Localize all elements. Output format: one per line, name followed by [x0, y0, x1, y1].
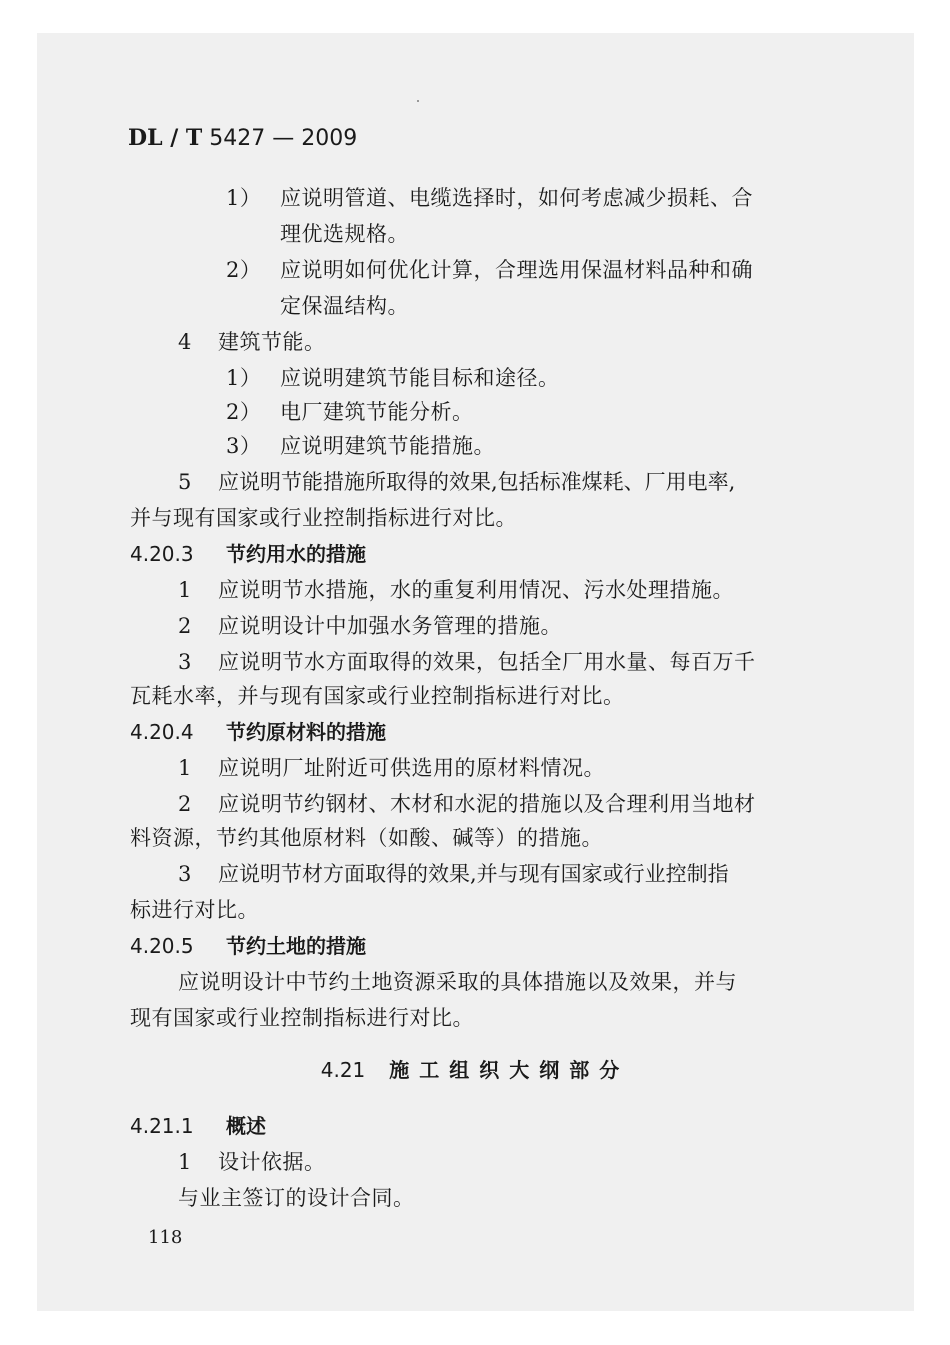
sub-item-4-2: 2） 电厂建筑节能分析。: [226, 400, 474, 424]
standard-code: [128, 122, 357, 155]
scan-speck: [417, 100, 419, 102]
item-5-cont: 并与现有国家或行业控制指标进行对比。: [130, 506, 517, 530]
standard-code-prefix: DL / T: [128, 125, 203, 151]
land-paragraph-cont: 现有国家或行业控制指标进行对比。: [130, 1006, 474, 1030]
water-item-1: 1 应说明节水措施，水的重复利用情况、污水处理措施。: [178, 578, 734, 602]
item-4: 4 建筑节能。: [178, 330, 326, 354]
clause-heading-4-20-4: 4.20.4 节约原材料的措施: [130, 720, 386, 744]
material-item-2: 2 应说明节约钢材、木材和水泥的措施以及合理利用当地材: [178, 792, 756, 816]
material-item-3: 3 应说明节材方面取得的效果,并与现有国家或行业控制指: [178, 862, 729, 886]
overview-item-1-cont: 与业主签订的设计合同。: [178, 1186, 415, 1210]
water-item-2: 2 应说明设计中加强水务管理的措施。: [178, 614, 562, 638]
sub-item-1-cont: 理优选规格。: [280, 222, 409, 246]
clause-heading-4-21-1: 4.21.1 概述: [130, 1114, 266, 1138]
water-item-3-cont: 瓦耗水率，并与现有国家或行业控制指标进行对比。: [130, 684, 625, 708]
material-item-3-cont: 标进行对比。: [130, 898, 259, 922]
sub-item-2-cont: 定保温结构。: [280, 294, 409, 318]
page-number: 118: [148, 1227, 183, 1248]
section-heading-4-21: 4.21 施工组织大纲部分: [320, 1058, 630, 1082]
standard-code-number: 5427 — 2009: [202, 126, 358, 151]
material-item-1: 1 应说明厂址附近可供选用的原材料情况。: [178, 756, 605, 780]
sub-item-4-1: 1） 应说明建筑节能目标和途径。: [226, 366, 560, 390]
sub-item-2: 2） 应说明如何优化计算，合理选用保温材料品种和确: [226, 258, 753, 282]
water-item-3: 3 应说明节水方面取得的效果，包括全厂用水量、每百万千: [178, 650, 756, 674]
clause-heading-4-20-5: 4.20.5 节约土地的措施: [130, 934, 366, 958]
land-paragraph: 应说明设计中节约土地资源采取的具体措施以及效果，并与: [178, 970, 737, 994]
overview-item-1: 1 设计依据。: [178, 1150, 326, 1174]
clause-heading-4-20-3: 4.20.3 节约用水的措施: [130, 542, 366, 566]
sub-item-4-3: 3） 应说明建筑节能措施。: [226, 434, 495, 458]
item-5: 5 应说明节能措施所取得的效果,包括标准煤耗、厂用电率,: [178, 470, 736, 494]
sub-item-1: 1） 应说明管道、电缆选择时，如何考虑减少损耗、合: [226, 186, 753, 210]
material-item-2-cont: 料资源，节约其他原材料（如酸、碱等）的措施。: [130, 826, 603, 850]
